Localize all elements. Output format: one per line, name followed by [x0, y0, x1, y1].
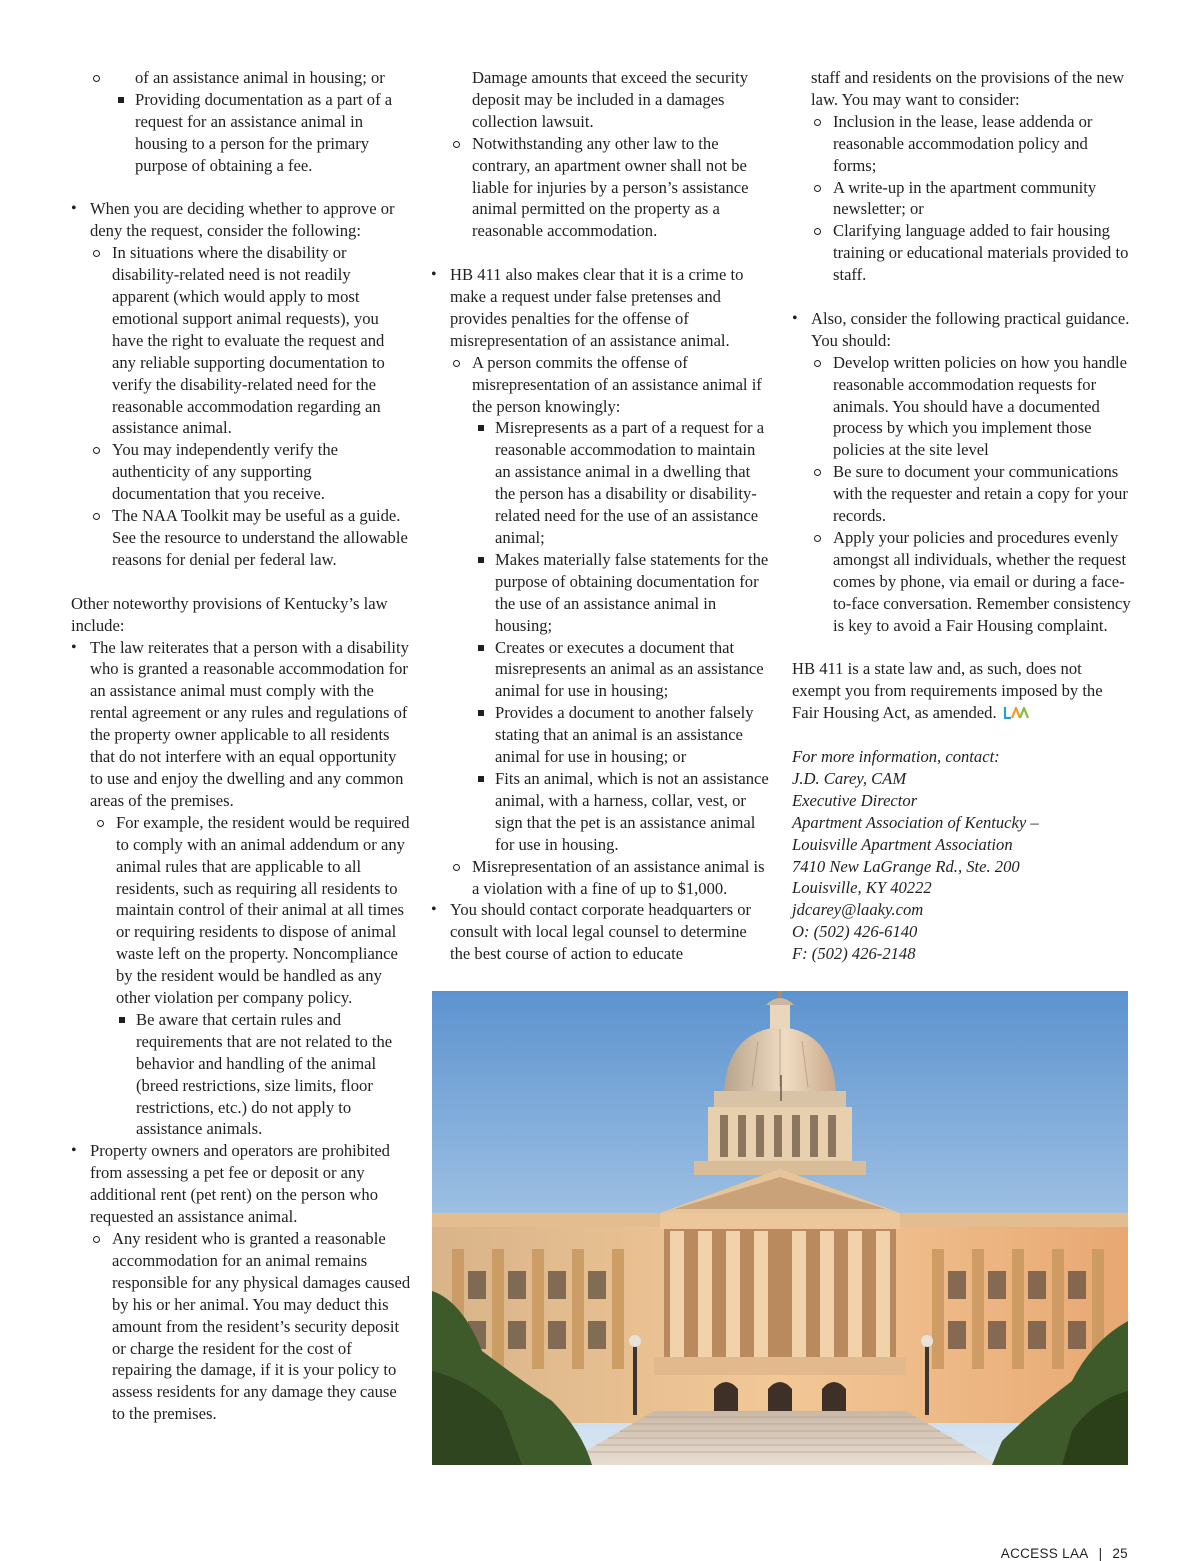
list-item: Apply your policies and procedures evenly amongst all individuals, whether the request comes by phone, via email or during a face-to-face conversation. Remember consistency is key to avoid a Fair Housing complaint. — [833, 528, 1131, 635]
contact-org-line-2: Louisville Apartment Association — [792, 834, 1013, 854]
hb411-list — [431, 264, 771, 965]
list-item: Any resident who is granted a reasonable accommodation for an animal remains responsible for any physical damages caused by his or her animal. You may deduct this amount from the resident’s security deposit or charge the resident for the cost of repairing the damage, if it is your policy to assess residents for any damage they cause to the premises. — [112, 1229, 411, 1424]
list-item — [90, 67, 411, 177]
list-item: • When you are deciding whether to approve or deny the request, consider the following: In situations where the disability or disability-related need is not readily apparent (which would apply to most emotional support animal requests), you have the right to evaluate the request and any reliable supporting documentation to verify the disability-related need for the reasonable accommodation regarding an assistance animal. You may independently verify the authenticity of any supporting documentation that you receive. The NAA Toolkit may be useful as a guide. See the resource to understand the allowable reasons for denial per federal law. — [90, 198, 411, 570]
column-2 — [431, 67, 771, 965]
intro-square-item: Providing documentation as a part of a request for an assistance animal in housing to a person for the primary purpose of obtaining a fee. — [135, 89, 411, 177]
list-item: Inclusion in the lease, lease addenda or reasonable accommodation policy and forms; — [833, 111, 1132, 177]
contact-intro: For more information, contact: — [792, 747, 1000, 767]
contact-fax: F: (502) 426-2148 — [792, 944, 916, 964]
contact-email[interactable]: jdcarey@laaky.com — [792, 900, 924, 920]
list-item: • You should contact corporate headquarters or consult with local legal counsel to determine the best course of action to educate — [450, 899, 771, 965]
list-item — [811, 67, 1132, 286]
list-item: In situations where the disability or disability-related need is not readily apparent (which would apply to most emotional support animal requests), you have the right to evaluate the request and any reliable supporting documentation to verify the disability-related need for the reasonable accommodation regarding an assistance animal. — [112, 242, 411, 439]
list-item: Misrepresentation of an assistance animal is a violation with a fine of up to $1,000. — [472, 856, 771, 900]
column-1 — [71, 67, 411, 1425]
contact-address-line-1: 7410 New LaGrange Rd., Ste. 200 — [792, 856, 1020, 876]
list-item: Provides a document to another falsely stating that an animal is an assistance animal for use in housing; or — [495, 702, 771, 768]
column-3 — [792, 67, 1132, 965]
damage-tail: Damage amounts that exceed the security deposit may be included in a damages collection lawsuit. — [472, 68, 748, 131]
list-item: Clarifying language added to fair housing training or educational materials provided to staff. — [833, 220, 1132, 286]
intro-tail: of an assistance animal in housing; or — [135, 68, 385, 87]
contact-phone: O: (502) 426-6140 — [792, 922, 918, 942]
list-item: A person commits the offense of misrepresentation of an assistance animal if the person knowingly: Misrepresents as a part of a request for a reasonable accommodation to maintain an assistance animal in a dwelling that the person has a disability or disability-related need for the use of an assistance animal; Makes materially false statements for the purpose of obtaining documentation for the use of an assistance animal in housing; Creates or executes a document that misrepresents an animal as an assistance animal for use in housing; Provides a document to another falsely stating that an animal is an assistance animal for use in housing; or Fits an animal, which is not an assistance animal, with a harness, collar, vest, or sign that the pet is an assistance animal for use in housing. — [472, 352, 771, 856]
list-item: Makes materially false statements for the purpose of obtaining documentation for the use of an assistance animal in housing; — [495, 549, 771, 637]
contact-title: Executive Director — [792, 790, 918, 810]
capitol-illustration — [432, 991, 1128, 1465]
laa-logo-icon — [1003, 706, 1029, 720]
list-item: Develop written policies on how you handle reasonable accommodation requests for animals. You should have a documented process by which you implement those policies at the site level — [833, 352, 1132, 462]
list-item: • The law reiterates that a person with a disability who is granted a reasonable accommodation for an assistance animal must comply with the rental agreement or any rules and regulations of the property owner applicable to all residents that do not interfere with an equal opportunity to use and enjoy the dwelling and any common areas of the premises. For example, the resident would be required to comply with an animal addendum or any animal rules that are applicable to all residents, such as requiring all residents to maintain control of their animal at all times or requiring residents to dispose of animal waste left on the property. Noncompliance by the resident would be handled as any other violation per company policy. Be aware that certain rules and requirements that are not related to the behavior and handling of the animal (breed restrictions, size limits, floor restrictions, etc.) do not apply to assistance animals. — [90, 637, 411, 1141]
page-number: 25 — [1112, 1546, 1128, 1561]
intro-list — [71, 67, 411, 177]
contact-org-line-1: Apartment Association of Kentucky – — [792, 812, 1039, 832]
capitol-building-photo — [432, 991, 1128, 1465]
provisions-heading: Other noteworthy provisions of Kentucky’s law include: — [71, 593, 388, 635]
list-item: A write-up in the apartment community newsletter; or — [833, 177, 1132, 221]
list-item: Notwithstanding any other law to the contrary, an apartment owner shall not be liable for injuries by a person’s assistance animal permitted on the property as a reasonable accommodation. — [472, 133, 771, 243]
contact-block — [792, 746, 1132, 965]
list-item: Fits an animal, which is not an assistance animal, with a harness, collar, vest, or sign that the pet is an assistance animal for use in housing. — [495, 768, 771, 856]
list-item: The NAA Toolkit may be useful as a guide. See the resource to understand the allowable reasons for denial per federal law. — [112, 505, 411, 571]
closing-paragraph: HB 411 is a state law and, as such, does not exempt you from requirements imposed by the Fair Housing Act, as amended. — [792, 659, 1103, 723]
list-item: • HB 411 also makes clear that it is a crime to make a request under false pretenses and provides penalties for the offense of misrepresentation of an assistance animal. A person commits the offense of misrepresentation of an assistance animal if the person knowingly: Misrepresents as a part of a request for a reasonable accommodation to maintain an assistance animal in a dwelling that the person has a disability or disability-related need for the use of an assistance animal; Makes materially false statements for the purpose of obtaining documentation for the use of an assistance animal in housing; Creates or executes a document that misrepresents an animal as an assistance animal for use in housing; Provides a document to another falsely stating that an animal is an assistance animal for use in housing; or Fits an animal, which is not an assistance animal, with a harness, collar, vest, or sign that the pet is an assistance animal for use in housing. Misrepresentation of an assistance animal is a violation with a fine of up to $1,000. — [450, 264, 771, 899]
page-footer — [1001, 1546, 1128, 1561]
educate-tail: staff and residents on the provisions of the new law. You may want to consider: — [811, 68, 1125, 109]
list-item: For example, the resident would be required to comply with an animal addendum or any animal rules that are applicable to all residents, such as requiring all residents to maintain control of their animal at all times or requiring residents to dispose of animal waste left on the property. Noncompliance by the resident would be handled as any other violation per company policy. Be aware that certain rules and requirements that are not related to the behavior and handling of the animal (breed restrictions, size limits, floor restrictions, etc.) do not apply to assistance animals. — [116, 812, 410, 1139]
publication-name: ACCESS LAA — [1000, 1546, 1089, 1561]
list-item: Misrepresents as a part of a request for a reasonable accommodation to maintain an assistance animal in a dwelling that the person has a disability or disability-related need for the use of an assistance animal; — [495, 417, 771, 548]
list-item — [450, 67, 771, 242]
list-item: • Property owners and operators are prohibited from assessing a pet fee or deposit or any additional rent (pet rent) on the person who requested an assistance animal. Any resident who is granted a reasonable accommodation for an animal remains responsible for any physical damages caused by his or her animal. You may deduct this amount from the resident’s security deposit or charge the resident for the cost of repairing the damage, if it is your policy to assess residents for any damage they cause to the premises. — [90, 1140, 411, 1425]
list-item: Creates or executes a document that misrepresents an animal as an assistance animal for use in housing; — [495, 637, 771, 703]
list-item: • Also, consider the following practical guidance. You should: Develop written policies on how you handle reasonable accommodation requests for animals. You should have a documented process by which you implement those policies at the site level Be sure to document your communications with the requester and retain a copy for your records. Apply your policies and procedures evenly amongst all individuals, whether the request comes by phone, via email or during a face-to-face conversation. Remember consistency is key to avoid a Fair Housing complaint. — [811, 308, 1132, 637]
list-item: You may independently verify the authenticity of any supporting documentation that you receive. — [112, 439, 411, 505]
deciding-list — [71, 198, 411, 570]
list-item: Be sure to document your communications with the requester and retain a copy for your records. — [833, 461, 1132, 527]
provisions-list — [71, 637, 411, 1426]
practical-list — [792, 308, 1132, 637]
footer-divider: | — [1098, 1546, 1103, 1561]
contact-address-line-2: Louisville, KY 40222 — [792, 878, 932, 898]
list-item: Be aware that certain rules and requirements that are not related to the behavior and handling of the animal (breed restrictions, size limits, floor restrictions, etc.) do not apply to assistance animals. — [136, 1009, 411, 1140]
list-item — [112, 67, 411, 177]
contact-name: J.D. Carey, CAM — [792, 768, 907, 788]
